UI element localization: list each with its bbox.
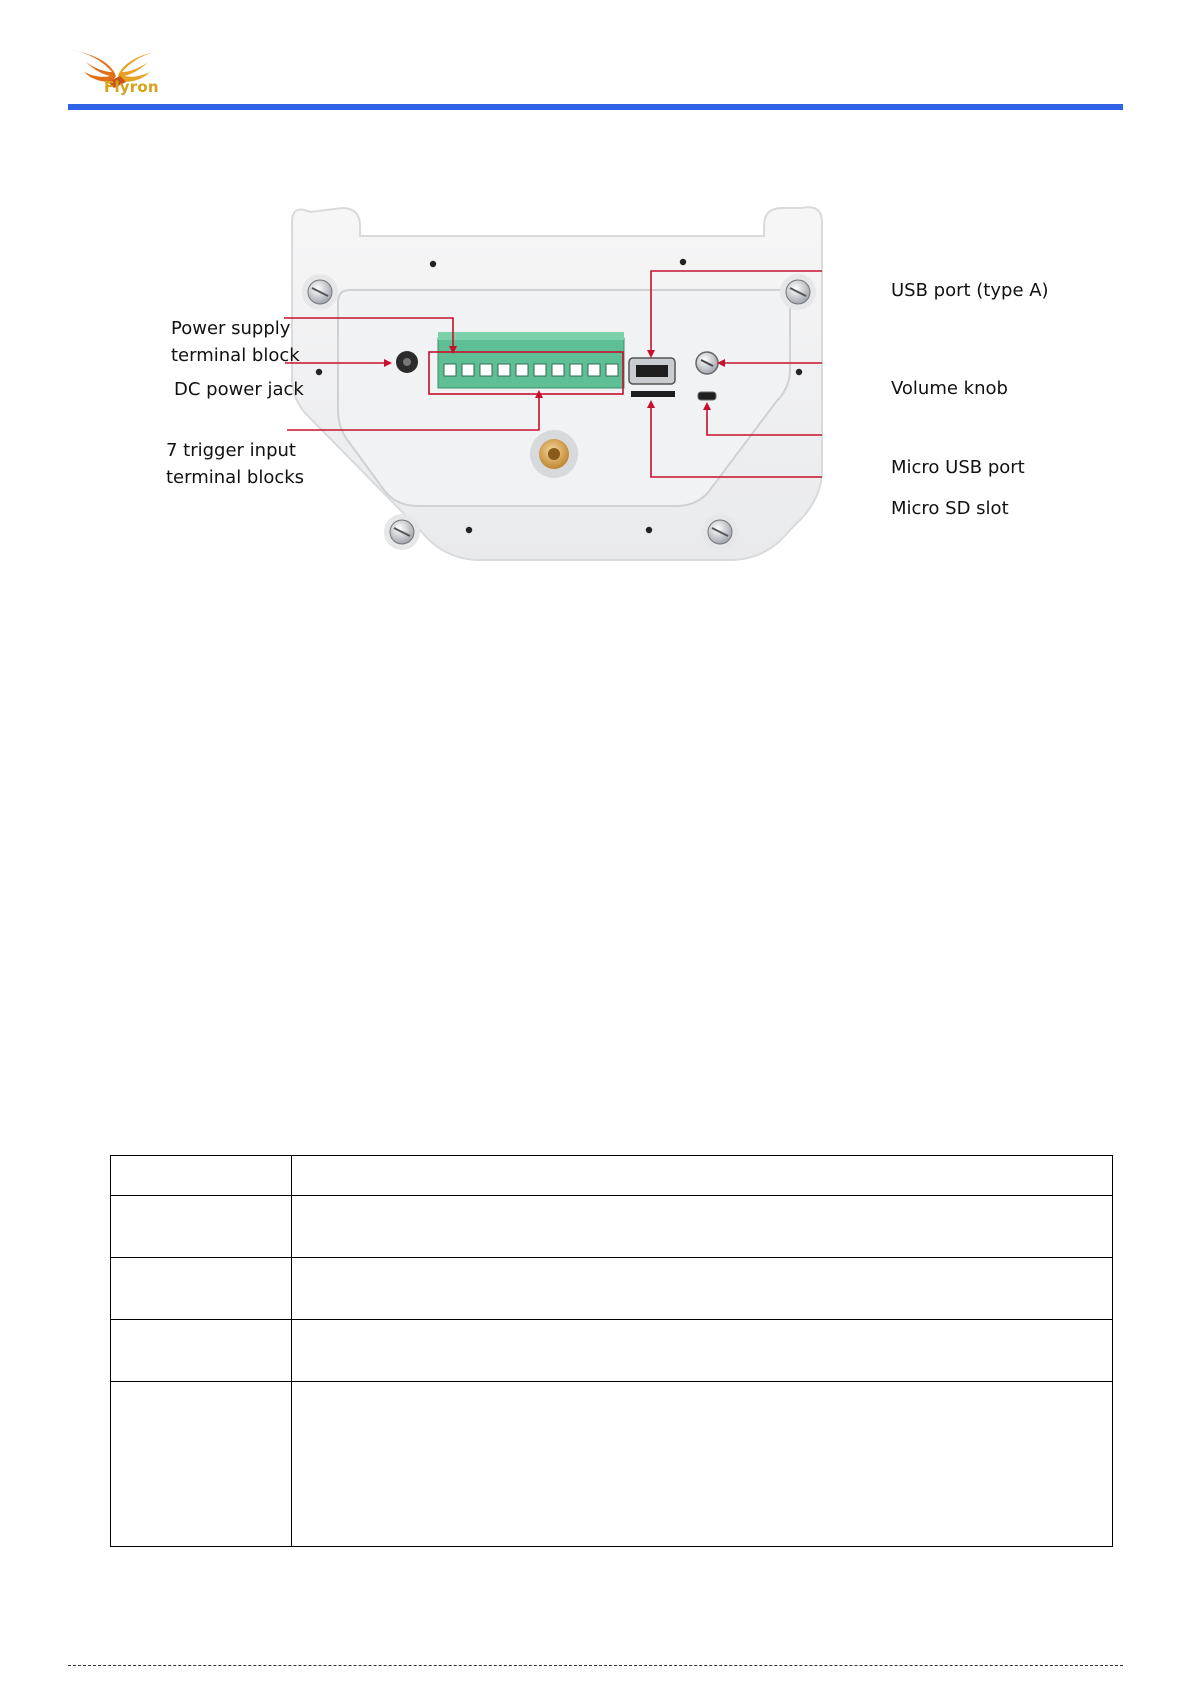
header-rule xyxy=(68,104,1123,110)
table-row xyxy=(111,1258,1113,1320)
table-cell-key xyxy=(111,1258,292,1320)
callout-power-supply: Power supply terminal block xyxy=(171,318,300,366)
usb-a-port xyxy=(629,358,675,384)
table-cell-value xyxy=(292,1320,1113,1382)
dc-power-jack xyxy=(396,351,418,373)
screw-bottom-left xyxy=(384,514,420,550)
terminal-block xyxy=(429,332,624,394)
table-cell-value xyxy=(292,1258,1113,1320)
callout-dc-power-jack: DC power jack xyxy=(174,379,304,400)
table-cell-value xyxy=(292,1196,1113,1258)
table-row xyxy=(111,1382,1113,1547)
table-cell-key xyxy=(111,1156,292,1196)
table-cell-key xyxy=(111,1320,292,1382)
table-cell-key xyxy=(111,1196,292,1258)
screw-top-left xyxy=(302,274,338,310)
product-figure xyxy=(150,200,1050,620)
rear-panel-illustration xyxy=(150,200,1050,620)
table-cell-key xyxy=(111,1382,292,1547)
logo-wordmark: Flyron xyxy=(104,78,159,96)
screw-bottom-right xyxy=(702,514,738,550)
callout-micro-sd-slot: Micro SD slot xyxy=(891,498,1009,519)
callout-trigger-inputs: 7 trigger input terminal blocks xyxy=(166,440,305,488)
brass-mount xyxy=(530,430,578,478)
micro-usb-port xyxy=(698,392,716,400)
screw-top-right xyxy=(780,274,816,310)
page-bottom-rule xyxy=(68,1665,1123,1666)
table-row xyxy=(111,1156,1113,1196)
callout-usb-port-type-a: USB port (type A) xyxy=(891,280,1049,301)
table-row xyxy=(111,1196,1113,1258)
callout-volume-knob: Volume knob xyxy=(891,378,1008,399)
table-row xyxy=(111,1320,1113,1382)
spec-table xyxy=(110,1155,1113,1547)
table-cell-value xyxy=(292,1156,1113,1196)
micro-sd-slot xyxy=(631,391,675,397)
volume-knob xyxy=(696,352,718,374)
table-cell-value xyxy=(292,1382,1113,1547)
callout-micro-usb-port: Micro USB port xyxy=(891,457,1025,478)
